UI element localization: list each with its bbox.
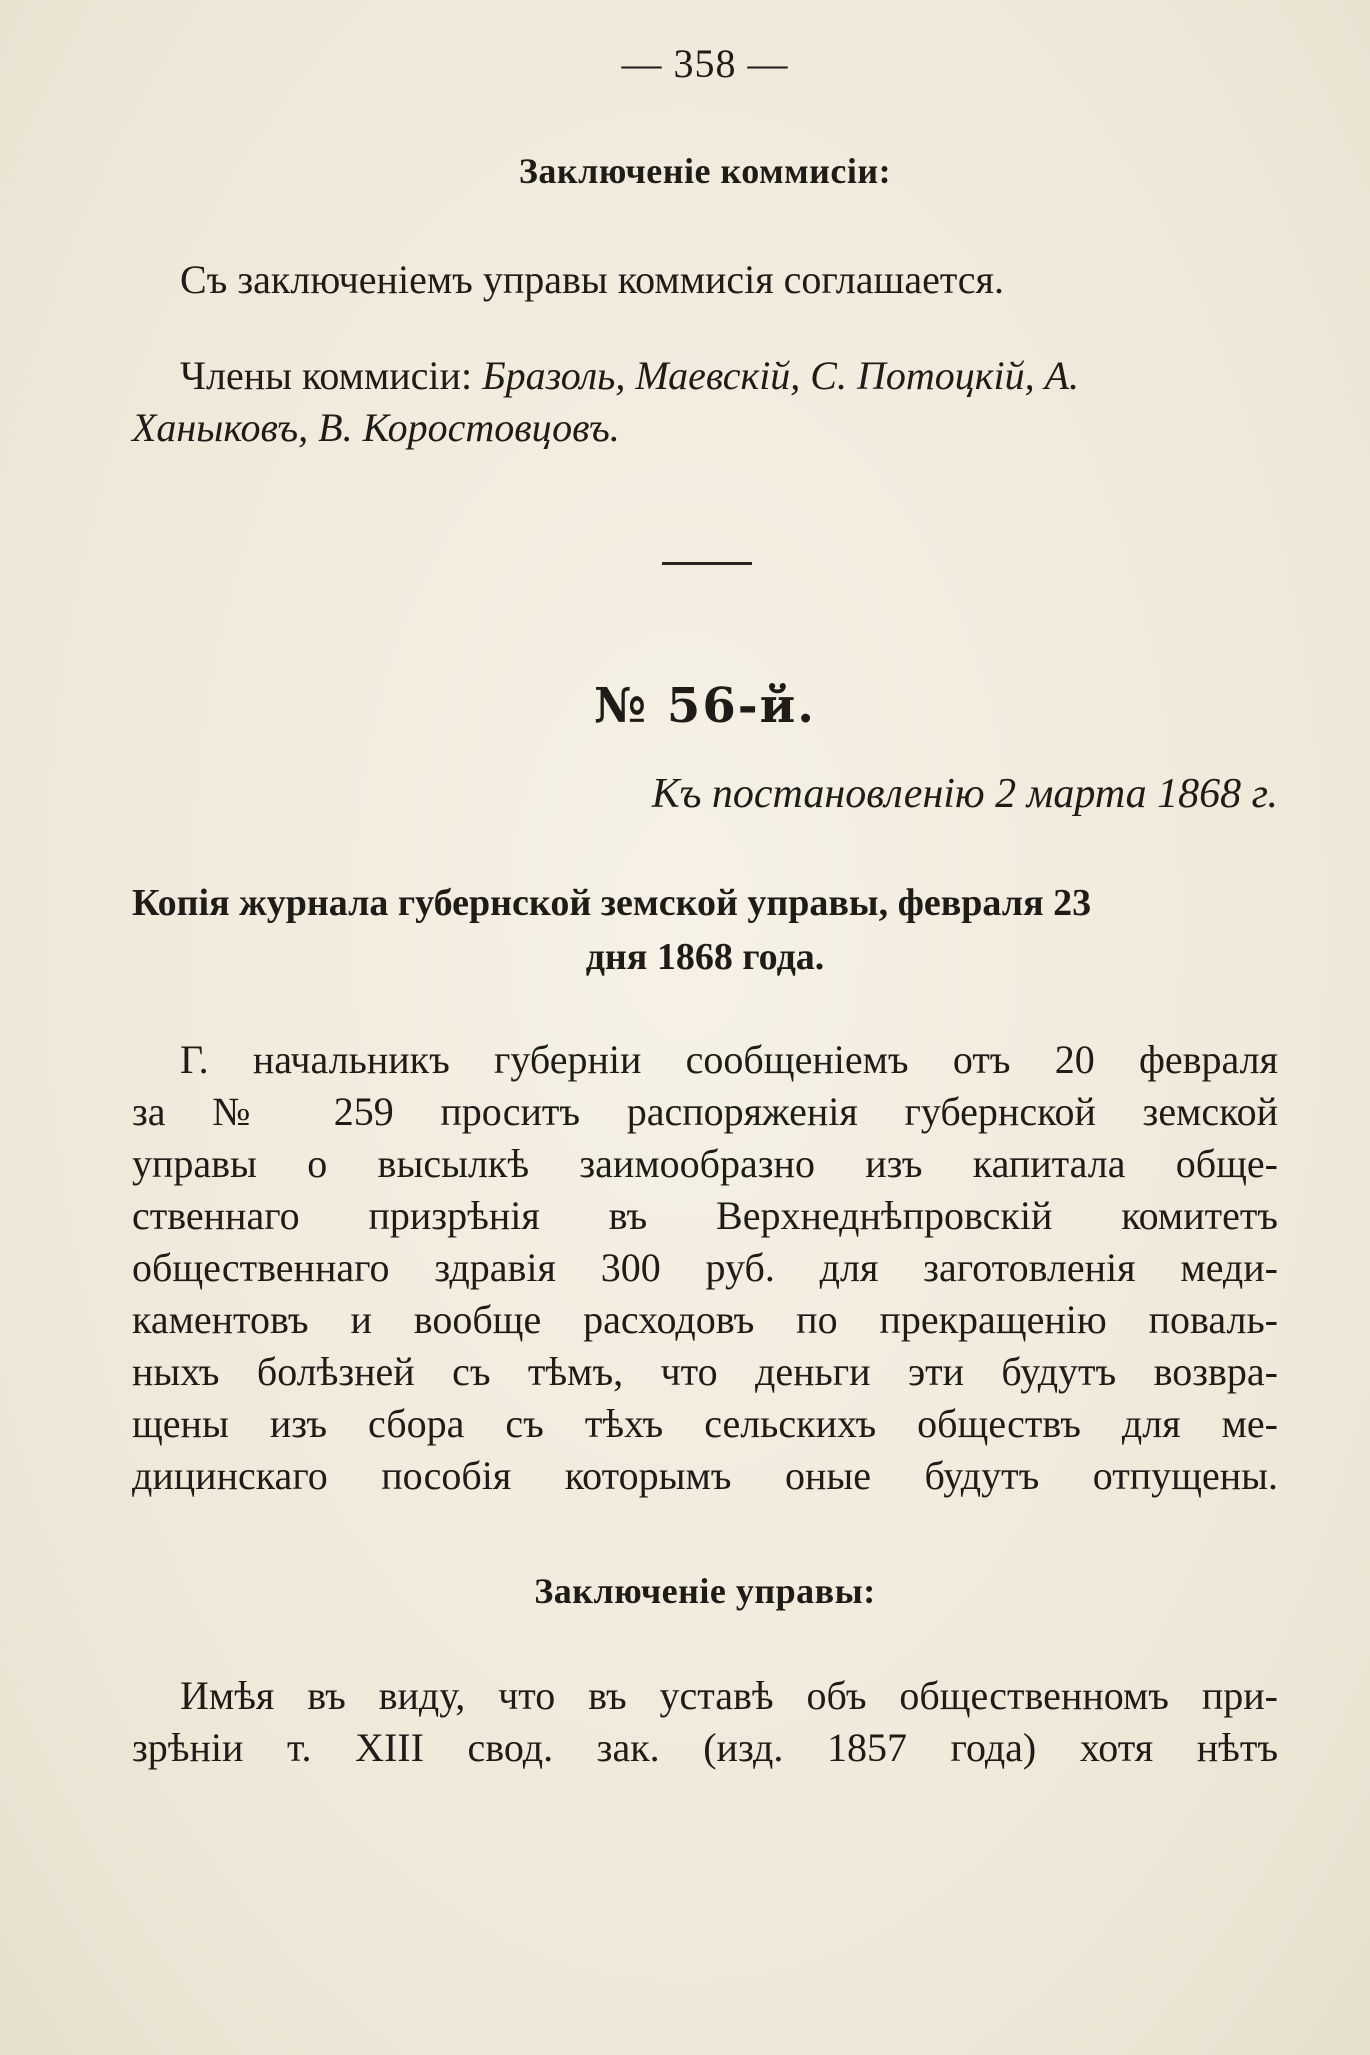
commission-conclusion-heading: Заключеніе коммисіи:: [518, 151, 892, 191]
body-line: ныхъ болѣзней съ тѣмъ, что деньги эти будутъ возвра-: [132, 1349, 1278, 1394]
document-number: № 56-й.: [594, 678, 816, 734]
separator-rule: [662, 562, 752, 565]
body-line: ственнаго призрѣнія въ Верхнеднѣпровскій комитетъ: [132, 1193, 1278, 1238]
body-line: Имѣя въ виду, что въ уставѣ объ общественномъ при-: [180, 1673, 1278, 1718]
commission-members: [132, 350, 1278, 454]
members-names-line1: Бразоль, Маевскій, С. Потоцкій, А.: [482, 353, 1080, 398]
document-title-line2: дня 1868 года.: [585, 936, 825, 978]
body-line: каментовъ и вообще расходовъ по прекращенію поваль-: [132, 1297, 1278, 1342]
body-line: управы о высылкѣ заимообразно изъ капитала обще-: [132, 1141, 1278, 1186]
body-line: Г. начальникъ губерніи сообщеніемъ отъ 20 февраля: [180, 1037, 1278, 1082]
body-line: дицинскаго пособія которымъ оные будутъ отпущены.: [132, 1453, 1278, 1498]
body-line: щены изъ сбора съ тѣхъ сельскихъ обществъ для ме-: [132, 1401, 1278, 1446]
commission-conclusion-text: Съ заключеніемъ управы коммисія соглашается.: [180, 257, 1004, 302]
members-names-line2: Ханыковъ, В. Коростовцовъ.: [132, 405, 620, 450]
page-number: — 358 —: [621, 41, 789, 86]
board-conclusion-heading: Заключеніе управы:: [534, 1571, 876, 1611]
body-line: за № 259 проситъ распоряженія губернской земской: [132, 1089, 1278, 1134]
document-title: [132, 876, 1278, 984]
members-label: Члены коммисіи:: [180, 353, 473, 398]
body-line: общественнаго здравія 300 руб. для заготовленія меди-: [132, 1245, 1278, 1290]
document-body: [132, 1034, 1278, 1502]
resolution-reference: Къ постановленію 2 марта 1868 г.: [651, 771, 1278, 817]
document-title-line1: Копія журнала губернской земской управы, февраля 23: [132, 882, 1092, 924]
body-line: зрѣніи т. XIII свод. зак. (изд. 1857 года) хотя нѣтъ: [132, 1725, 1278, 1770]
board-conclusion-body: [132, 1670, 1278, 1774]
